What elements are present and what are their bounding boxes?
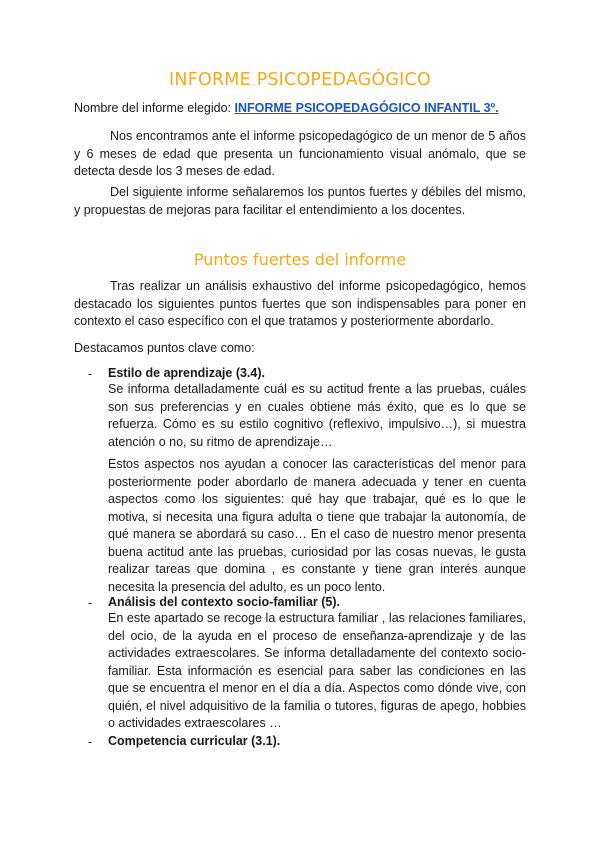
list-item-paragraph: Estos aspectos nos ayudan a conocer las características del menor para posteriormente poder abordarlo de manera adecuada y tener en cuenta aspectos como los siguientes: qué hay que trabajar, qué es lo que le motiva, si necesita una figura adulta o tiene que trabajar la autonomía, de qué manera se abordará su caso… En el caso de nuestro menor presenta buena actitud ante las pruebas, curiosidad por las cosas nuevas, le gusta realizar tareas que domina , es constante y tiene gran interés aunque necesita la presencia del adulto, es un poco lento. [108, 457, 526, 594]
list-bullet: - [88, 735, 93, 749]
list-bullet: - [88, 596, 93, 610]
list-item-paragraph: En este apartado se recoge la estructura familiar , las relaciones familiares, del ocio, de la ayuda en el proceso de enseñanza-aprendizaje y de las actividades extraescolares. Se informa detalladamente del contexto socio-familiar. Esta información es esencial para saber las condiciones en las que se encuentra el menor en el día a día. Aspectos como dónde vive, con quién, el nivel adquisitivo de la familia o tutores, figuras de apego, hobbies o actividades extraescolares … [108, 611, 526, 730]
section-heading-strengths: Puntos fuertes del informe [193, 250, 407, 269]
intro-paragraph-2: Del siguiente informe señalaremos los puntos fuertes y débiles del mismo, y propuestas de mejoras para facilitar el entendimiento a los docentes. [74, 185, 526, 217]
document-title: INFORME PSICOPEDAGÓGICO [169, 70, 431, 90]
list-bullet: - [88, 367, 93, 381]
strengths-paragraph: Tras realizar un análisis exhaustivo del informe psicopedagógico, hemos destacado los siguientes puntos fuertes que son indispensables para poner en contexto el caso específico con el que tratamos y posteriormente abordarlo. [74, 279, 526, 328]
list-item-title: Análisis del contexto socio-familiar (5). [108, 595, 341, 609]
list-item-title: Competencia curricular (3.1). [108, 734, 281, 748]
intro-paragraph-1: Nos encontramos ante el informe psicopedagógico de un menor de 5 años y 6 meses de edad que presenta un funcionamiento visual anómalo, que se detecta desde los 3 meses de edad. [74, 129, 526, 178]
list-item-paragraph: Se informa detalladamente cuál es su actitud frente a las pruebas, cuáles son sus preferencias y en cuales obtiene más éxito, que es lo que se refuerza. Cómo es su estilo cognitivo (reflexivo, impulsivo…), si muestra atención o no, su ritmo de aprendizaje… [108, 382, 526, 449]
chosen-report-label: Nombre del informe elegido: [74, 101, 235, 115]
chosen-report-line [74, 101, 499, 115]
key-points-intro: Destacamos puntos clave como: [74, 341, 255, 355]
list-item-title: Estilo de aprendizaje (3.4). [108, 366, 265, 380]
chosen-report-link[interactable]: INFORME PSICOPEDAGÓGICO INFANTIL 3º. [234, 101, 499, 115]
